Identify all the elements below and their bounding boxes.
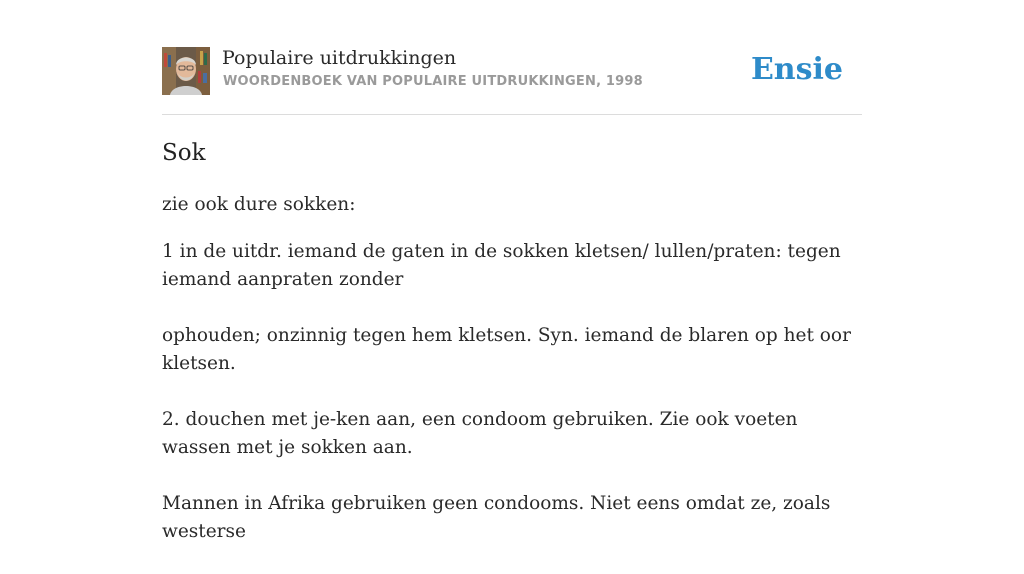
entry-intro: zie ook dure sokken: bbox=[162, 194, 356, 215]
entry-paragraph: ophouden; onzinnig tegen hem kletsen. Syn. iemand de blaren op het oor kletsen. bbox=[162, 325, 851, 374]
entry-body bbox=[162, 191, 862, 574]
author-avatar[interactable] bbox=[162, 47, 210, 95]
entry-paragraph: 1 in de uitdr. iemand de gaten in de sokken kletsen/ lullen/praten: tegen iemand aanpraten zonder bbox=[162, 241, 841, 290]
brand-logo[interactable]: Ensie bbox=[750, 52, 843, 87]
entry-paragraph: Mannen in Afrika gebruiken geen condooms. Niet eens omdat ze, zoals westerse bbox=[162, 493, 831, 542]
entry-header bbox=[162, 46, 862, 115]
source-name[interactable]: Populaire uitdrukkingen bbox=[222, 47, 457, 69]
entry-paragraph: 2. douchen met je-ken aan, een condoom gebruiken. Zie ook voeten wassen met je sokken aan. bbox=[162, 409, 798, 458]
entry-title: Sok bbox=[162, 140, 206, 166]
source-subtitle: WOORDENBOEK VAN POPULAIRE UITDRUKKINGEN, 1998 bbox=[223, 74, 643, 89]
content-container bbox=[162, 46, 862, 542]
